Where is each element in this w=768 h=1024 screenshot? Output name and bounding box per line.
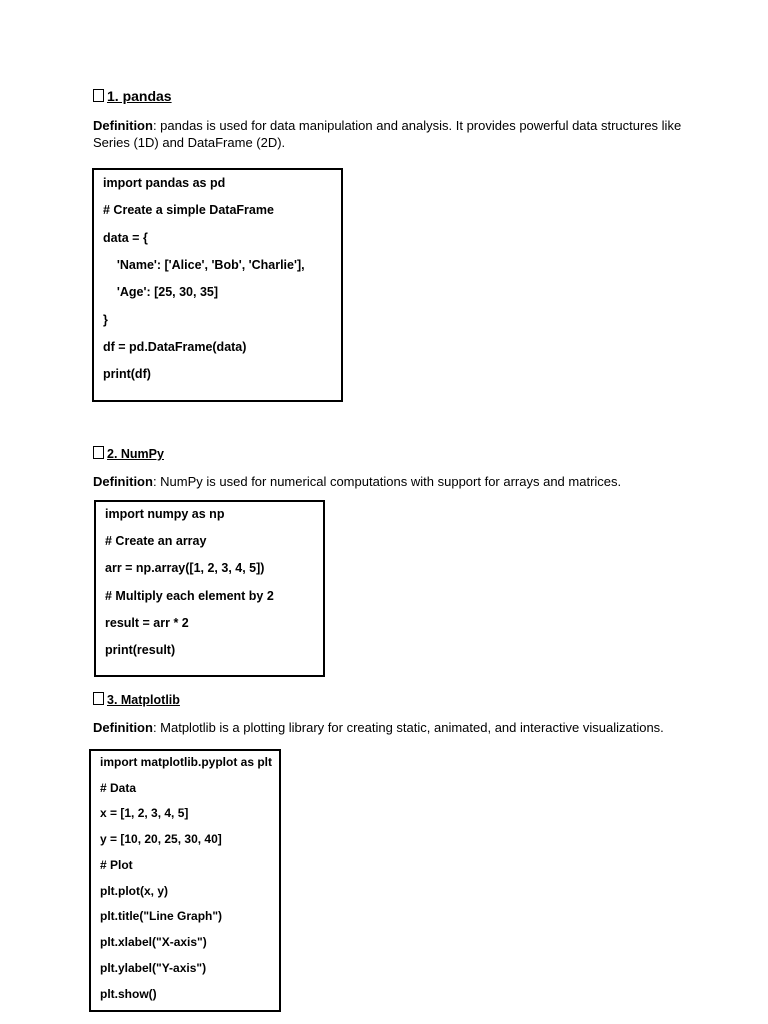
- missing-glyph-icon: [93, 89, 104, 102]
- code-line: plt.ylabel("Y-axis"): [100, 961, 207, 975]
- code-line: 'Age': [25, 30, 35]: [103, 285, 219, 299]
- missing-glyph-icon: [93, 446, 104, 459]
- definition-text: : pandas is used for data manipulation and analysis. It provides powerful data structures like Series (1D) and DataFrame (2D).: [93, 118, 682, 150]
- heading-text: 1. pandas: [107, 88, 172, 104]
- definition-text: : Matplotlib is a plotting library for creating static, animated, and interactive visualizations.: [152, 720, 664, 735]
- missing-glyph-icon: [93, 692, 104, 705]
- code-block-pandas: [92, 168, 343, 402]
- code-line: plt.xlabel("X-axis"): [100, 935, 207, 949]
- code-line: x = [1, 2, 3, 4, 5]: [100, 806, 189, 820]
- code-line: # Create an array: [105, 534, 207, 548]
- definition-pandas: [93, 117, 683, 151]
- code-line: result = arr * 2: [105, 616, 189, 630]
- heading-text: 3. Matplotlib: [107, 693, 180, 707]
- code-line: # Create a simple DataFrame: [103, 203, 274, 217]
- code-line: 'Name': ['Alice', 'Bob', 'Charlie'],: [103, 258, 305, 272]
- code-block-numpy: [94, 500, 325, 677]
- code-line: plt.plot(x, y): [100, 884, 168, 898]
- definition-matplotlib: [93, 719, 683, 736]
- code-line: plt.show(): [100, 987, 157, 1001]
- definition-label: Definition: [93, 720, 153, 735]
- definition-text: : NumPy is used for numerical computations with support for arrays and matrices.: [152, 474, 622, 489]
- code-line: # Multiply each element by 2: [105, 589, 274, 603]
- definition-label: Definition: [93, 118, 153, 133]
- section-heading-pandas: [93, 88, 172, 104]
- code-line: data = {: [103, 231, 148, 245]
- heading-text: 2. NumPy: [107, 447, 164, 461]
- section-heading-matplotlib: [93, 692, 180, 707]
- code-line: print(df): [103, 367, 151, 381]
- code-line: arr = np.array([1, 2, 3, 4, 5]): [105, 561, 265, 575]
- definition-label: Definition: [93, 474, 153, 489]
- code-line: # Data: [100, 781, 137, 795]
- code-line: df = pd.DataFrame(data): [103, 340, 247, 354]
- code-line: import pandas as pd: [103, 176, 226, 190]
- code-block-matplotlib: [89, 749, 281, 1012]
- code-line: y = [10, 20, 25, 30, 40]: [100, 832, 222, 846]
- code-line: print(result): [105, 643, 176, 657]
- definition-numpy: [93, 473, 683, 490]
- code-line: }: [103, 313, 108, 327]
- code-line: import matplotlib.pyplot as plt: [100, 755, 272, 769]
- code-line: # Plot: [100, 858, 133, 872]
- section-heading-numpy: [93, 446, 164, 461]
- code-line: plt.title("Line Graph"): [100, 909, 223, 923]
- code-line: import numpy as np: [105, 507, 225, 521]
